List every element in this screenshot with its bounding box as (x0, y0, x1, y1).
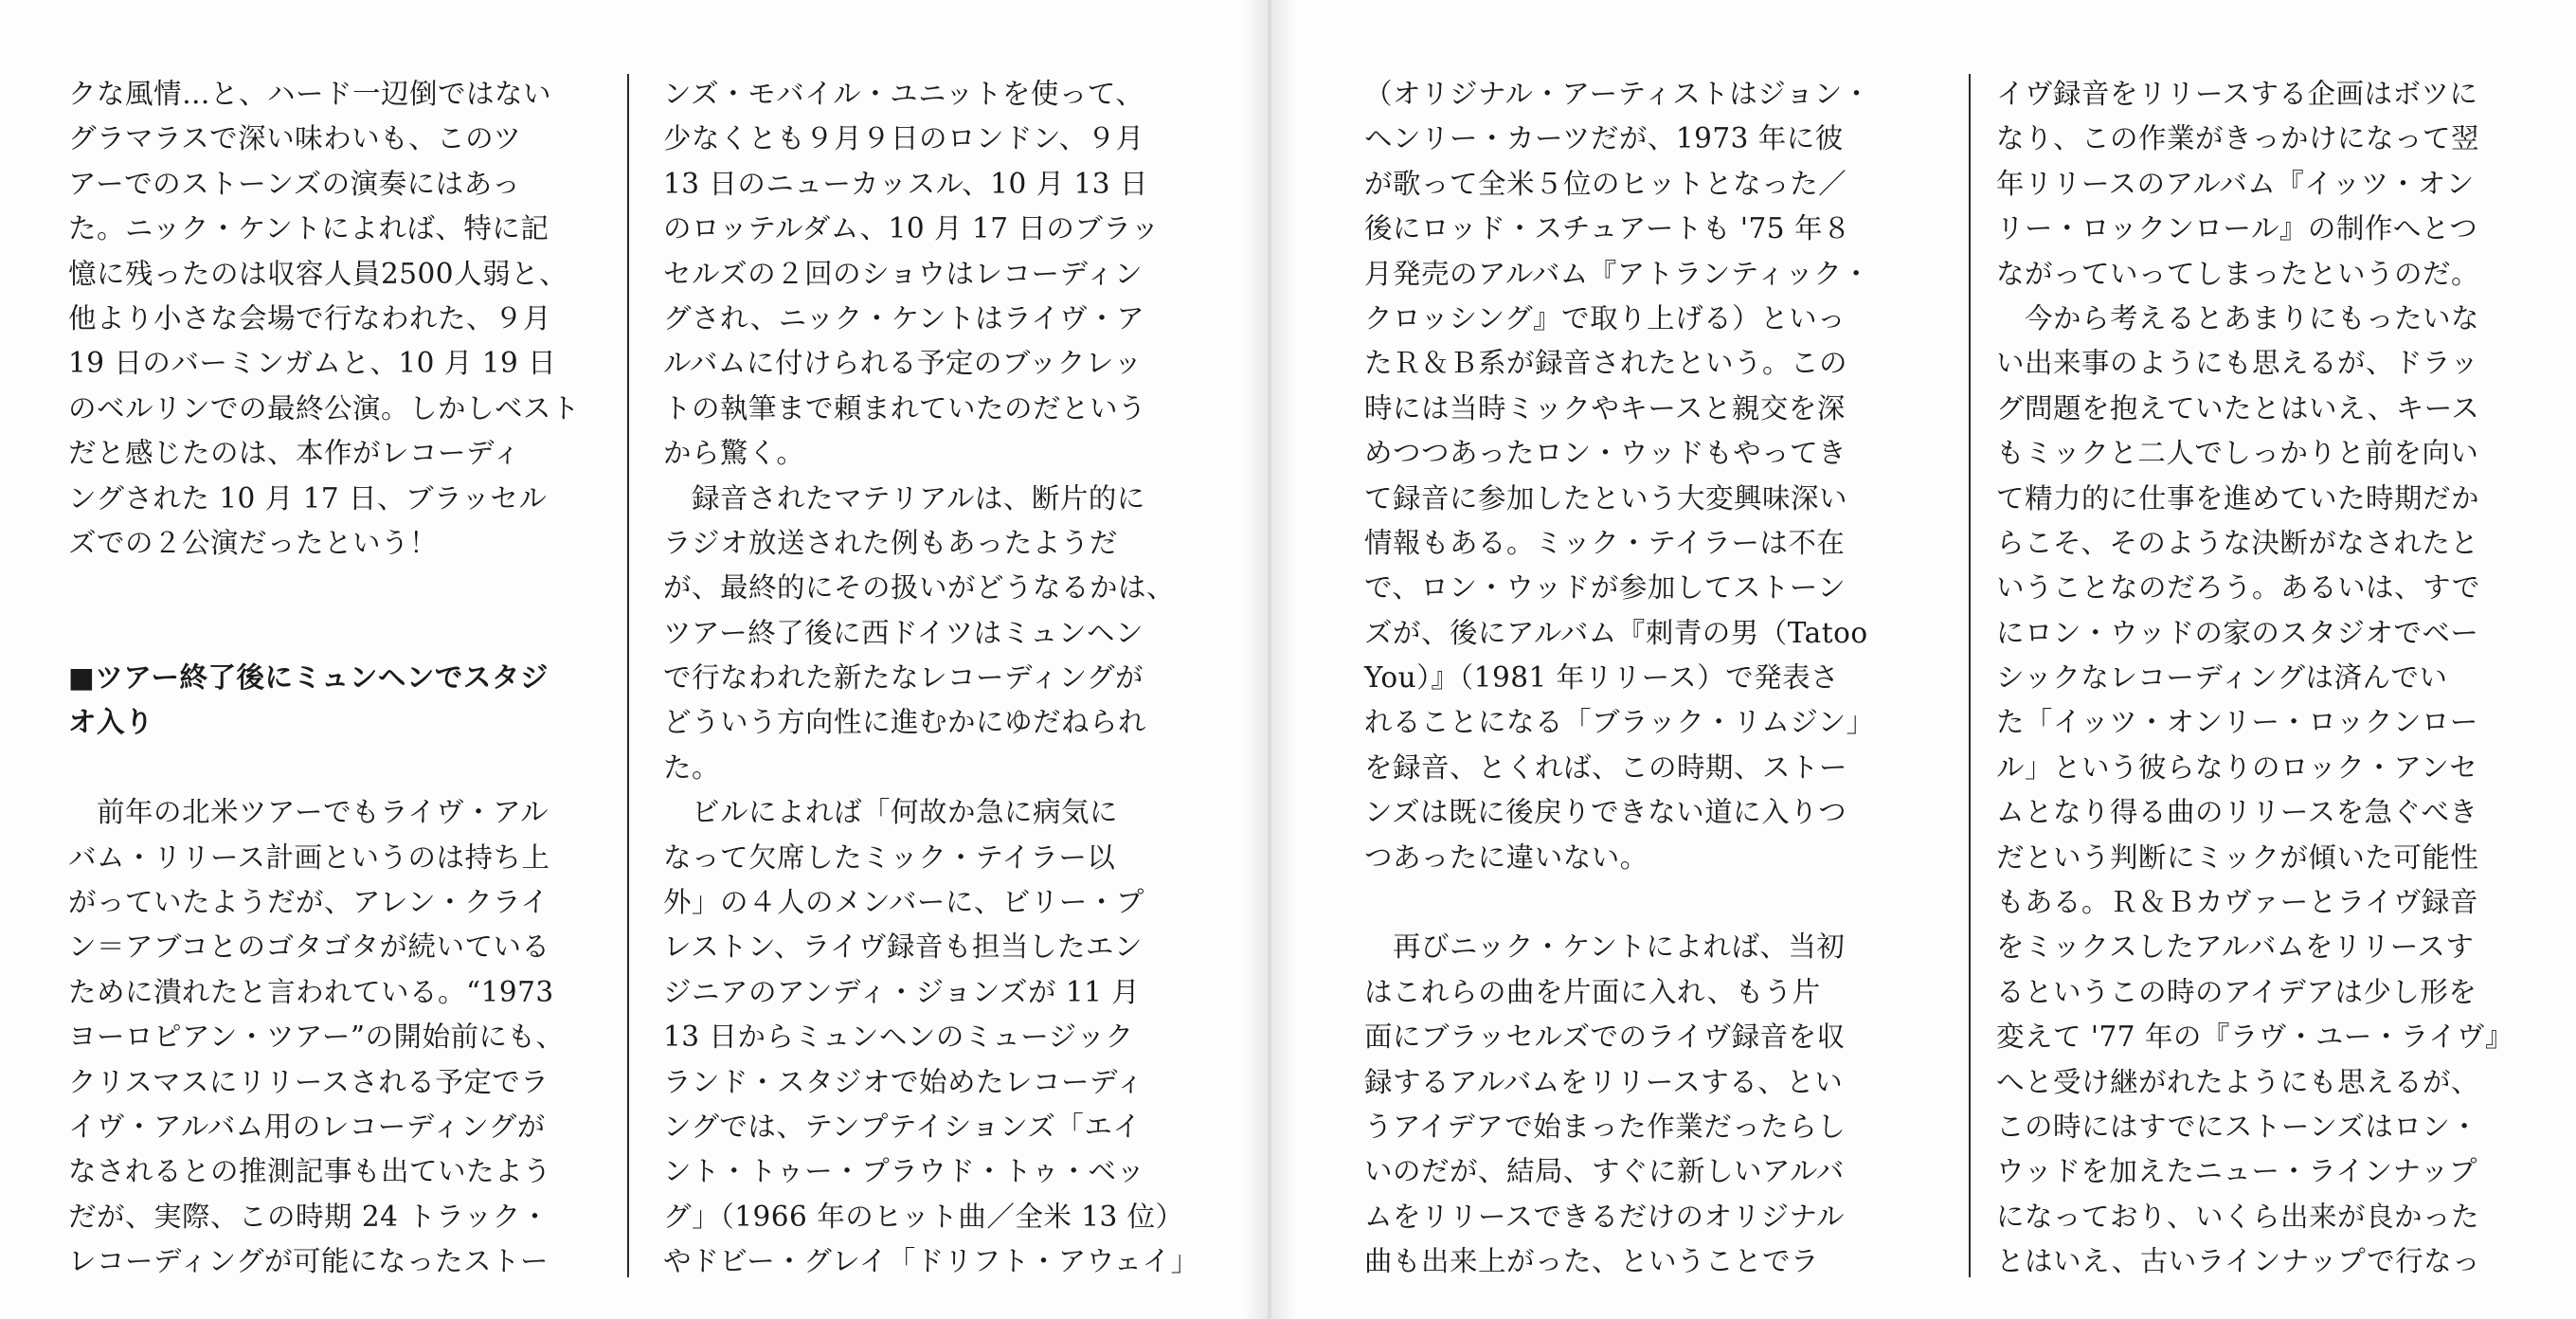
text-line: いのだが、結局、すぐに新しいアルバ (1364, 1155, 1845, 1188)
text-line: 曲も出来上がった、ということでラ (1364, 1245, 1820, 1278)
text-line: が歌って全米５位のヒットとなった／ (1364, 167, 1847, 200)
text-line: イヴ録音をリリースする企画はボツに (1996, 78, 2478, 110)
text-line: クリスマスにリリースされる予定でラ (68, 1065, 549, 1098)
text-line: た「イッツ・オンリー・ロックンロー (1996, 706, 2478, 739)
text-line: から驚く。 (663, 437, 805, 470)
column-divider-right (1969, 74, 1971, 1277)
text-line: つあったに違いない。 (1364, 840, 1648, 874)
text-line: で行なわれた新たなレコーディングが (663, 661, 1144, 695)
text-line: やドビー・グレイ「ドリフト・アウェイ」 (663, 1245, 1199, 1278)
text-line: もミックと二人でしっかりと前を向い (1996, 437, 2479, 470)
text-line: 13 日のニューカッスル、10 月 13 日 (663, 167, 1148, 200)
text-line: て精力的に仕事を進めていた時期だか (1996, 481, 2480, 515)
text-line: ラジオ放送された例もあったようだ (663, 526, 1118, 559)
text-line: レコーディングが可能になったストー (68, 1245, 549, 1278)
text-line: ために潰れたと言われている。“1973 (68, 975, 554, 1008)
text-line: トの執筆まで頼まれていたのだという (663, 391, 1147, 425)
text-line: ムをリリースできるだけのオリジナル (1364, 1200, 1846, 1233)
text-line: グラマラスで深い味わいも、このツ (68, 122, 522, 155)
text-line: 今から考えるとあまりにもったいな (1996, 301, 2480, 334)
text-column-4 (1996, 72, 2513, 1285)
text-line: うアイデアで始まった作業だったらし (1364, 1110, 1846, 1143)
text-line: で、ロン・ウッドが参加してストーン (1364, 571, 1846, 605)
text-line: リー・ロックンロール』の制作へとつ (1996, 212, 2478, 245)
text-line: グされ、ニック・ケントはライヴ・ア (663, 301, 1145, 334)
text-line: だという判断にミックが傾いた可能性 (1996, 840, 2479, 874)
text-line: なり、この作業がきっかけになって翌 (1996, 122, 2480, 155)
text-line: 時には当時ミックやキースと親交を深 (1364, 391, 1846, 425)
text-line: ヘンリー・カーツだが、1973 年に彼 (1364, 122, 1844, 155)
text-line: ジニアのアンディ・ジョンズが 11 月 (663, 975, 1141, 1008)
text-line: ランド・スタジオで始めたレコーディ (663, 1065, 1144, 1098)
text-line: グ」（1966 年のヒット曲／全米 13 位） (663, 1200, 1184, 1233)
text-line: イヴ・アルバム用のレコーディングが (68, 1110, 546, 1143)
text-line: You）』（1981 年リリース）で発表さ (1364, 661, 1840, 695)
text-line: バム・リリース計画というのは持ち上 (68, 840, 550, 874)
text-line: 情報もある。ミック・テイラーは不在 (1364, 526, 1846, 559)
text-line: いうことなのだろう。あるいは、すで (1996, 571, 2480, 605)
text-line: た。ニック・ケントによれば、特に記 (68, 212, 549, 245)
text-line: ングでは、テンプテイションズ「エイ (663, 1110, 1142, 1143)
text-line: のロッテルダム、10 月 17 日のブラッ (663, 212, 1160, 245)
text-line: にロン・ウッドの家のスタジオでベー (1996, 616, 2479, 649)
text-line: ズでの２公演だったという！ (68, 526, 439, 559)
text-line: のベルリンでの最終公演。しかしベスト (68, 391, 581, 425)
text-line: が、最終的にその扱いがどうなるかは、 (663, 571, 1176, 605)
column-divider-left (627, 74, 629, 1277)
text-line: ルバムに付けられる予定のブックレッ (663, 347, 1143, 380)
text-line: たＲ＆Ｂ系が録音されたという。この (1364, 347, 1848, 380)
text-line: ウッドを加えたニュー・ラインナップ (1996, 1155, 2477, 1188)
text-line: 13 日からミュンヘンのミュージック (663, 1021, 1134, 1054)
text-line: ンズ・モバイル・ユニットを使って、 (663, 78, 1144, 110)
text-line: とはいえ、古いラインナップで行なっ (1996, 1245, 2481, 1278)
text-line: た。 (663, 750, 721, 784)
text-line: 後にロッド・スチュアートも '75 年８ (1364, 212, 1851, 245)
text-line: ント・トゥー・プラウド・トゥ・ベッ (663, 1155, 1145, 1188)
text-line: ングされた 10 月 17 日、ブラッセル (68, 481, 548, 515)
text-line: 19 日のバーミンガムと、10 月 19 日 (68, 347, 557, 380)
text-line: ル」という彼らなりのロック・アンセ (1996, 750, 2478, 784)
text-line: クな風情…と、ハード一辺倒ではない (68, 78, 552, 110)
text-line: 外」の４人のメンバーに、ビリー・プ (663, 886, 1144, 919)
text-line: へと受け継がれたようにも思えるが、 (1996, 1065, 2480, 1098)
text-line: をミックスしたアルバムをリリースす (1996, 931, 2475, 964)
text-line: シックなレコーディングは済んでい (1996, 661, 2448, 695)
text-column-3 (1364, 72, 1875, 1285)
text-line: 録音されたマテリアルは、断片的に (663, 481, 1145, 515)
section-heading: ■ツアー終了後にミュンヘンでスタジ (68, 661, 549, 695)
text-column-2 (663, 72, 1199, 1285)
text-line: なって欠席したミック・テイラー以 (663, 840, 1116, 874)
text-line: ズが、後にアルバム『刺青の男（Tatoo (1364, 616, 1868, 649)
text-line: ン＝アブコとのゴタゴタが続いている (68, 931, 550, 964)
text-line: どういう方向性に進むかにゆだねられ (663, 706, 1147, 739)
text-line: らこそ、そのような決断がなされたと (1996, 526, 2479, 559)
text-line: を録音、とくれば、この時期、ストー (1364, 750, 1848, 784)
text-line: い出来事のようにも思えるが、ドラッ (1996, 347, 2479, 380)
text-line: 憶に残ったのは収容人員2500人弱と、 (68, 257, 568, 290)
text-line: セルズの２回のショウはレコーディン (663, 257, 1144, 290)
text-line: ンズは既に後戻りできない道に入りつ (1364, 796, 1847, 829)
text-line: 月発売のアルバム『アトランティック・ (1364, 257, 1871, 290)
text-line: ヨーロピアン・ツアー”の開始前にも、 (68, 1021, 565, 1054)
text-line: 再びニック・ケントによれば、当初 (1364, 931, 1846, 964)
text-column-1 (68, 72, 580, 1285)
text-line: この時にはすでにストーンズはロン・ (1996, 1110, 2479, 1143)
text-line: 年リリースのアルバム『イッツ・オン (1996, 167, 2475, 200)
text-line: ビルによれば「何故か急に病気に (663, 796, 1119, 829)
text-line: めつつあったロン・ウッドもやってき (1364, 437, 1847, 470)
text-line: もある。Ｒ＆Ｂカヴァーとライヴ録音 (1996, 886, 2478, 919)
text-line: 変えて '77 年の『ラヴ・ユー・ライヴ』 (1996, 1021, 2514, 1054)
text-line: 面にブラッセルズでのライヴ録音を収 (1364, 1021, 1846, 1054)
text-line: ムとなり得る曲のリリースを急ぐべき (1996, 796, 2478, 829)
text-line: になっており、いくら出来が良かった (1996, 1200, 2480, 1233)
section-heading: オ入り (68, 706, 154, 739)
text-line: るというこの時のアイデアは少し形を (1996, 975, 2477, 1008)
text-line: 少なくとも９月９日のロンドン、９月 (663, 122, 1144, 155)
text-line: レストン、ライヴ録音も担当したエン (663, 931, 1143, 964)
text-line: だと感じたのは、本作がレコーディ (68, 437, 521, 470)
text-line: はこれらの曲を片面に入れ、もう片 (1364, 975, 1821, 1008)
text-line: なされるとの推測記事も出ていたよう (68, 1155, 552, 1188)
text-line: だが、実際、この時期 24 トラック・ (68, 1200, 549, 1233)
text-line: 前年の北米ツアーでもライヴ・アル (68, 796, 549, 829)
text-line: グ問題を抱えていたとはいえ、キース (1996, 391, 2480, 425)
text-line: （オリジナル・アーティストはジョン・ (1364, 78, 1871, 110)
text-line: て録音に参加したという大変興味深い (1364, 481, 1848, 515)
text-line: 他より小さな会場で行なわれた、９月 (68, 301, 552, 334)
text-line: 録するアルバムをリリースする、とい (1364, 1065, 1844, 1098)
text-line: れることになる「ブラック・リムジン」 (1364, 706, 1875, 739)
book-gutter (1241, 0, 1298, 1319)
text-line: クロッシング』で取り上げる）といっ (1364, 301, 1846, 334)
text-line: アーでのストーンズの演奏にはあっ (68, 167, 521, 200)
text-line: ツアー終了後に西ドイツはミュンヘン (663, 616, 1144, 649)
text-line: がっていたようだが、アレン・クライ (68, 886, 549, 919)
text-line: ながっていってしまったというのだ。 (1996, 257, 2480, 290)
